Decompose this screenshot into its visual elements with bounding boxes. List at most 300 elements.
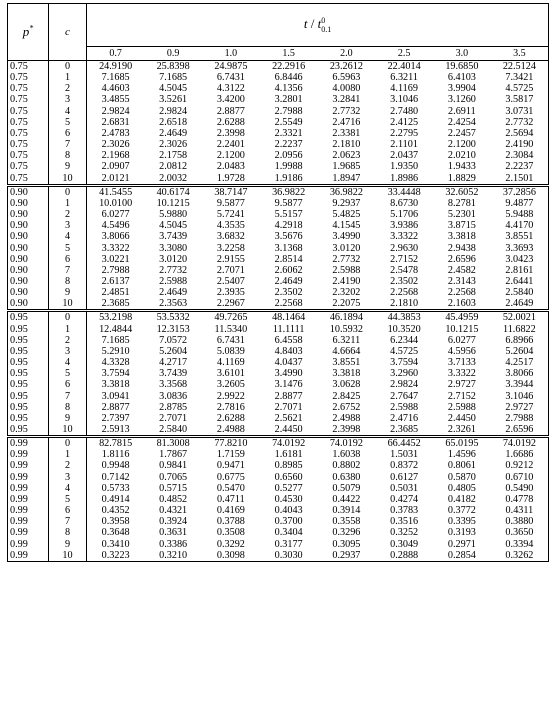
p-cell: 0.75	[8, 61, 49, 73]
value-cell: 0.5031	[390, 482, 419, 494]
p-cell: 0.95	[8, 335, 49, 346]
value-cell: 2.2568	[274, 298, 303, 310]
value-cell: 8.2781	[447, 197, 476, 209]
value-cell: 3.3818	[447, 231, 476, 243]
value-cell: 0.3177	[274, 538, 303, 550]
table-row	[8, 231, 549, 242]
p-star-header	[8, 4, 49, 61]
table-row	[8, 117, 549, 128]
value-cell: 7.3421	[505, 72, 534, 84]
value-cell: 3.1046	[505, 390, 534, 402]
value-cell: 2.2237	[505, 161, 534, 173]
table-row	[8, 243, 549, 254]
value-cell: 0.4274	[390, 493, 419, 505]
c-cell: 4	[49, 106, 87, 117]
value-cell: 2.2795	[390, 127, 419, 139]
value-cell: 2.4783	[101, 127, 130, 139]
value-cell: 2.7732	[159, 264, 188, 276]
c-cell: 7	[49, 265, 87, 276]
value-cell: 6.0277	[447, 334, 476, 346]
value-cell: 0.4778	[505, 493, 534, 505]
value-cell: 1.9433	[447, 161, 476, 173]
value-cell: 2.0210	[447, 150, 476, 162]
value-cell: 8.6730	[390, 197, 419, 209]
value-cell: 3.1476	[274, 379, 303, 391]
value-cell: 2.1501	[505, 172, 534, 184]
value-cell: 3.3693	[505, 242, 534, 254]
table-row	[8, 449, 549, 460]
value-cell: 74.0192	[260, 437, 318, 450]
t-label: t	[303, 15, 308, 31]
c-cell: 10	[49, 550, 87, 562]
value-cell: 3.8551	[332, 357, 361, 369]
value-cell: 0.3783	[390, 505, 419, 517]
c-cell: 10	[49, 424, 87, 437]
t0-label: t	[317, 15, 322, 31]
value-cell: 3.3322	[390, 231, 419, 243]
value-cell: 2.3261	[447, 424, 476, 435]
value-cell: 2.1603	[447, 298, 476, 310]
value-cell: 0.4711	[217, 493, 245, 505]
value-cell: 32.6052	[433, 185, 491, 198]
value-cell: 33.4448	[375, 185, 433, 198]
c-cell: 8	[49, 402, 87, 413]
value-cell: 2.4649	[505, 298, 534, 310]
value-cell: 12.4844	[99, 323, 133, 335]
table-row	[8, 539, 549, 550]
value-cell: 0.4182	[447, 493, 476, 505]
value-cell: 2.6596	[505, 424, 534, 435]
value-cell: 4.2517	[505, 357, 534, 369]
p-cell: 0.75	[8, 139, 49, 150]
value-cell: 10.5932	[329, 323, 363, 335]
p-cell: 0.95	[8, 346, 49, 357]
p-cell: 0.90	[8, 287, 49, 298]
c-cell: 0	[49, 437, 87, 450]
value-cell: 2.4450	[274, 424, 303, 435]
value-cell: 2.8785	[159, 401, 188, 413]
value-cell: 0.3193	[447, 527, 476, 539]
value-cell: 4.5045	[159, 83, 188, 95]
value-cell: 0.3958	[101, 516, 130, 528]
value-cell: 36.9822	[318, 185, 376, 198]
value-cell: 0.7065	[159, 471, 188, 483]
value-cell: 2.1101	[390, 139, 418, 151]
value-cell: 46.1894	[318, 311, 376, 324]
value-cell: 6.8446	[274, 72, 303, 84]
table-row	[8, 61, 549, 73]
value-cell: 6.8966	[505, 334, 534, 346]
value-cell: 5.9488	[505, 209, 534, 221]
value-cell: 2.1200	[447, 139, 476, 151]
value-cell: 0.3262	[505, 549, 534, 561]
value-cell: 65.0195	[433, 437, 491, 450]
value-cell: 2.7732	[332, 105, 361, 117]
table-row	[8, 437, 549, 450]
value-cell: 41.5455	[87, 185, 145, 198]
c-cell: 2	[49, 460, 87, 471]
value-cell: 2.9922	[216, 390, 245, 402]
value-cell: 0.3095	[332, 538, 361, 550]
value-cell: 4.0080	[332, 83, 361, 95]
p-cell: 0.90	[8, 231, 49, 242]
value-cell: 0.3386	[159, 538, 188, 550]
c-cell: 5	[49, 494, 87, 505]
value-cell: 9.5877	[274, 197, 303, 209]
value-cell: 3.6832	[216, 231, 245, 243]
table-row	[8, 335, 549, 346]
value-cell: 4.5725	[390, 345, 419, 357]
value-cell: 49.7265	[202, 311, 260, 324]
value-cell: 22.4014	[387, 61, 421, 72]
value-cell: 2.7071	[274, 401, 303, 413]
value-cell: 3.0836	[159, 390, 188, 402]
value-cell: 0.3395	[447, 516, 476, 528]
value-cell: 1.7159	[216, 449, 245, 461]
value-cell: 2.3143	[447, 275, 476, 287]
value-cell: 2.9727	[447, 379, 476, 391]
table-row	[8, 161, 549, 172]
table-row	[8, 276, 549, 287]
value-cell: 5.5157	[274, 209, 303, 221]
value-cell: 0.5490	[505, 482, 534, 494]
c-cell: 1	[49, 72, 87, 83]
table-row	[8, 357, 549, 368]
value-cell: 3.3818	[101, 379, 130, 391]
c-cell: 4	[49, 231, 87, 242]
p-cell: 0.99	[8, 550, 49, 562]
value-cell: 1.8829	[447, 172, 476, 184]
value-cell: 3.3080	[159, 242, 188, 254]
column-header: 2.0	[318, 47, 376, 61]
value-cell: 1.9685	[332, 161, 361, 173]
table-row	[8, 324, 549, 335]
value-cell: 11.5340	[214, 323, 248, 335]
value-cell: 2.4716	[390, 412, 419, 424]
value-cell: 3.2605	[216, 379, 245, 391]
value-cell: 3.5817	[505, 94, 534, 106]
value-cell: 3.1046	[390, 94, 419, 106]
value-cell: 2.5988	[332, 264, 361, 276]
value-cell: 2.0956	[274, 150, 303, 162]
value-cell: 52.0021	[491, 311, 549, 324]
value-cell: 2.1810	[332, 139, 361, 151]
p-cell: 0.95	[8, 357, 49, 368]
column-header: 1.5	[260, 47, 318, 61]
value-cell: 6.7431	[216, 72, 245, 84]
value-cell: 5.2604	[159, 345, 188, 357]
value-cell: 2.9438	[447, 242, 476, 254]
p-cell: 0.75	[8, 117, 49, 128]
value-cell: 3.8715	[447, 220, 476, 232]
value-cell: 3.8551	[505, 231, 534, 243]
value-cell: 1.9728	[216, 172, 245, 184]
value-cell: 9.2937	[332, 197, 361, 209]
p-cell: 0.75	[8, 94, 49, 105]
value-cell: 2.4988	[216, 424, 245, 435]
value-cell: 0.3223	[101, 549, 130, 561]
value-cell: 10.0100	[99, 197, 133, 209]
value-cell: 2.7988	[505, 412, 534, 424]
value-cell: 1.8116	[101, 449, 130, 461]
value-cell: 5.0839	[216, 345, 245, 357]
value-cell: 2.2568	[447, 287, 476, 299]
value-cell: 74.0192	[491, 437, 549, 450]
p-cell: 0.99	[8, 437, 49, 450]
value-cell: 2.8514	[274, 253, 303, 265]
value-cell: 2.3026	[101, 139, 130, 151]
p-cell: 0.99	[8, 449, 49, 460]
value-cell: 0.6775	[216, 471, 245, 483]
value-cell: 0.5733	[101, 482, 130, 494]
value-cell: 2.7816	[216, 401, 245, 413]
value-cell: 77.8210	[202, 437, 260, 450]
c-cell: 0	[49, 61, 87, 73]
value-cell: 3.0628	[332, 379, 361, 391]
table-row	[8, 139, 549, 150]
p-cell: 0.90	[8, 276, 49, 287]
table-row	[8, 483, 549, 494]
value-cell: 3.7594	[390, 357, 419, 369]
value-cell: 2.4988	[332, 412, 361, 424]
p-cell: 0.90	[8, 265, 49, 276]
value-cell: 0.4914	[101, 493, 130, 505]
column-header-row	[8, 47, 549, 61]
value-cell: 0.6710	[505, 471, 534, 483]
value-cell: 3.7133	[447, 357, 476, 369]
value-cell: 0.9948	[101, 460, 130, 472]
value-cell: 2.7988	[274, 105, 303, 117]
p-cell: 0.99	[8, 460, 49, 471]
value-cell: 2.4851	[101, 287, 130, 299]
value-cell: 0.3516	[390, 516, 419, 528]
table-row	[8, 346, 549, 357]
value-cell: 2.3026	[159, 139, 188, 151]
value-cell: 2.5840	[505, 287, 534, 299]
column-header: 3.5	[491, 47, 549, 61]
t0-sup: 0	[321, 16, 326, 25]
value-cell: 74.0192	[318, 437, 376, 450]
value-cell: 2.6831	[101, 116, 130, 128]
c-cell: 4	[49, 357, 87, 368]
value-cell: 3.4990	[274, 368, 303, 380]
c-cell: 7	[49, 516, 87, 527]
table-row	[8, 185, 549, 198]
value-cell: 0.8802	[332, 460, 361, 472]
column-header: 2.5	[375, 47, 433, 61]
value-cell: 10.1215	[445, 323, 479, 335]
value-cell: 38.7147	[202, 185, 260, 198]
value-cell: 0.8061	[447, 460, 476, 472]
value-cell: 6.7431	[216, 334, 245, 346]
value-cell: 5.2910	[101, 345, 130, 357]
value-cell: 2.5549	[274, 116, 303, 128]
value-cell: 81.3008	[144, 437, 202, 450]
value-cell: 2.0907	[101, 161, 130, 173]
table-row	[8, 402, 549, 413]
column-header: 0.7	[87, 47, 145, 61]
value-cell: 0.4169	[216, 505, 245, 517]
value-cell: 3.0120	[332, 242, 361, 254]
value-cell: 2.3502	[274, 287, 303, 299]
value-cell: 2.6911	[448, 105, 476, 117]
c-cell: 10	[49, 298, 87, 311]
value-cell: 36.9822	[260, 185, 318, 198]
table-row	[8, 198, 549, 209]
data-table	[7, 3, 549, 562]
value-cell: 3.7594	[101, 368, 130, 380]
c-cell: 9	[49, 161, 87, 172]
c-cell: 9	[49, 287, 87, 298]
c-cell: 6	[49, 128, 87, 139]
c-cell: 8	[49, 276, 87, 287]
table-row	[8, 106, 549, 117]
value-cell: 0.9841	[159, 460, 188, 472]
value-cell: 2.0032	[159, 172, 188, 184]
value-cell: 0.2888	[390, 549, 419, 561]
value-cell: 2.6441	[505, 275, 534, 287]
c-label: c	[65, 26, 70, 38]
value-cell: 11.1111	[272, 323, 305, 335]
c-cell: 1	[49, 324, 87, 335]
value-cell: 2.3502	[390, 275, 419, 287]
p-cell: 0.99	[8, 505, 49, 516]
value-cell: 4.3328	[101, 357, 130, 369]
value-cell: 1.8986	[390, 172, 419, 184]
value-cell: 2.3685	[390, 424, 419, 435]
c-cell: 9	[49, 539, 87, 550]
c-cell: 5	[49, 117, 87, 128]
value-cell: 2.8425	[332, 390, 361, 402]
value-cell: 2.5988	[390, 401, 419, 413]
value-cell: 2.9727	[505, 401, 534, 413]
value-cell: 2.6752	[332, 401, 361, 413]
value-cell: 3.1260	[447, 94, 476, 106]
value-cell: 2.4125	[390, 116, 419, 128]
c-cell: 7	[49, 139, 87, 150]
p-cell: 0.75	[8, 150, 49, 161]
value-cell: 3.3322	[101, 242, 130, 254]
value-cell: 7.1685	[101, 334, 130, 346]
value-cell: 0.3924	[159, 516, 188, 528]
value-cell: 2.7480	[390, 105, 419, 117]
value-cell: 4.1356	[274, 83, 303, 95]
value-cell: 3.9904	[447, 83, 476, 95]
value-cell: 40.6174	[144, 185, 202, 198]
table-row	[8, 72, 549, 83]
value-cell: 0.6127	[390, 471, 419, 483]
value-cell: 2.5694	[505, 127, 534, 139]
value-cell: 45.4959	[433, 311, 491, 324]
value-cell: 3.0221	[101, 253, 130, 265]
value-cell: 0.7142	[101, 471, 130, 483]
value-cell: 3.7439	[159, 231, 188, 243]
c-cell: 2	[49, 83, 87, 94]
value-cell: 0.3030	[274, 549, 303, 561]
value-cell: 3.4855	[101, 94, 130, 106]
value-cell: 2.3998	[332, 424, 361, 435]
value-cell: 0.5870	[447, 471, 476, 483]
value-cell: 5.7241	[216, 209, 245, 221]
value-cell: 2.3563	[159, 298, 188, 310]
column-header: 3.0	[433, 47, 491, 61]
value-cell: 0.9212	[505, 460, 534, 472]
value-cell: 2.4716	[332, 116, 361, 128]
value-cell: 4.3122	[216, 83, 245, 95]
value-cell: 4.1169	[217, 357, 245, 369]
value-cell: 11.6822	[503, 323, 536, 335]
c-cell: 8	[49, 150, 87, 161]
value-cell: 4.3535	[216, 220, 245, 232]
value-cell: 3.2841	[332, 94, 361, 106]
value-cell: 7.1685	[101, 72, 130, 84]
value-cell: 1.9186	[274, 172, 303, 184]
table-row	[8, 472, 549, 483]
value-cell: 0.4422	[332, 493, 361, 505]
value-cell: 4.6664	[332, 345, 361, 357]
value-cell: 23.2612	[329, 61, 363, 72]
value-cell: 2.3381	[332, 127, 361, 139]
column-header: 1.0	[202, 47, 260, 61]
value-cell: 6.4558	[274, 334, 303, 346]
value-cell: 2.3202	[332, 287, 361, 299]
p-cell: 0.75	[8, 106, 49, 117]
table-row	[8, 516, 549, 527]
value-cell: 2.8877	[101, 401, 130, 413]
c-cell: 1	[49, 449, 87, 460]
p-cell: 0.95	[8, 424, 49, 437]
value-cell: 4.2918	[274, 220, 303, 232]
value-cell: 0.3650	[505, 527, 534, 539]
value-cell: 7.0572	[159, 334, 188, 346]
p-cell: 0.90	[8, 209, 49, 220]
t-ratio-header	[87, 4, 549, 47]
value-cell: 2.5988	[447, 401, 476, 413]
value-cell: 0.3508	[216, 527, 245, 539]
value-cell: 2.7152	[390, 253, 419, 265]
table-row	[8, 220, 549, 231]
value-cell: 5.9880	[159, 209, 188, 221]
value-cell: 3.3818	[332, 368, 361, 380]
value-cell: 3.0120	[159, 253, 188, 265]
p-cell: 0.95	[8, 413, 49, 424]
value-cell: 1.6686	[505, 449, 534, 461]
value-cell: 6.5963	[332, 72, 361, 84]
value-cell: 0.4852	[159, 493, 188, 505]
value-cell: 0.3700	[274, 516, 303, 528]
value-cell: 0.3296	[332, 527, 361, 539]
value-cell: 3.2801	[274, 94, 303, 106]
value-cell: 0.3410	[101, 538, 130, 550]
value-cell: 3.3322	[447, 368, 476, 380]
value-cell: 0.8985	[274, 460, 303, 472]
value-cell: 4.4603	[101, 83, 130, 95]
table-row	[8, 550, 549, 562]
c-cell: 3	[49, 472, 87, 483]
value-cell: 0.4311	[505, 505, 534, 517]
table-row	[8, 128, 549, 139]
table-row	[8, 83, 549, 94]
value-cell: 3.5261	[159, 94, 188, 106]
value-cell: 9.4877	[505, 197, 534, 209]
value-cell: 0.5277	[274, 482, 303, 494]
value-cell: 2.4190	[332, 275, 361, 287]
value-cell: 2.7152	[447, 390, 476, 402]
value-cell: 0.3772	[447, 505, 476, 517]
value-cell: 2.4582	[447, 264, 476, 276]
value-cell: 2.3935	[216, 287, 245, 299]
value-cell: 12.3153	[156, 323, 190, 335]
